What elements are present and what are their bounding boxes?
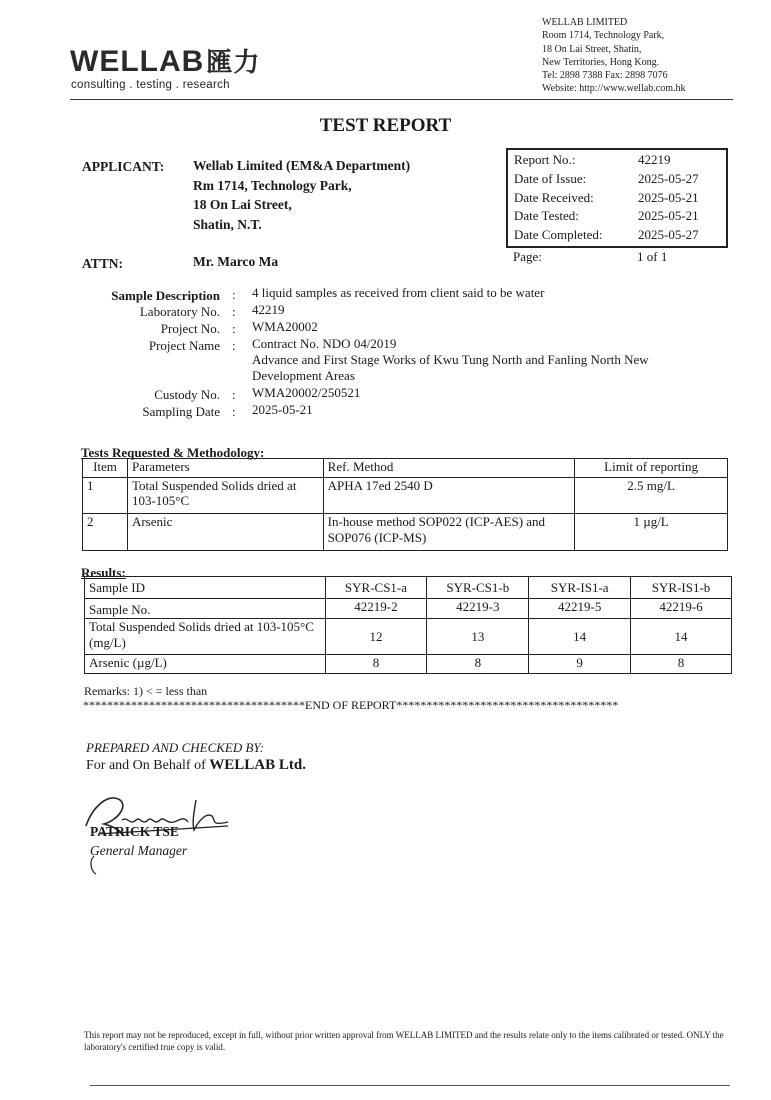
item-cell: 1 (83, 478, 128, 514)
lab-no-label: Laboratory No. (139, 304, 220, 319)
applicant-line: Shatin, N.T. (193, 216, 262, 232)
result-value: 9 (529, 655, 631, 674)
report-title: TEST REPORT (319, 115, 452, 136)
row-label: Sample No. (85, 599, 326, 619)
info-value: 2025-05-27 (638, 227, 699, 242)
page-value: 1 of 1 (637, 249, 668, 264)
lab-no-value: 42219 (252, 302, 285, 317)
company-address (542, 16, 686, 96)
project-name-label: Project Name (148, 338, 220, 353)
sample-id-cell: SYR-CS1-a (325, 577, 427, 599)
colon: : (232, 321, 236, 336)
applicant-line: Wellab Limited (EM&A Department) (193, 158, 411, 173)
project-name-line: Contract No. NDO 04/2019 (252, 336, 397, 351)
end-of-report-line: *************************************END OF REPORT************************************* (83, 698, 619, 712)
tss-row (85, 619, 732, 655)
colon: : (232, 404, 236, 419)
tests-table (82, 458, 728, 551)
sample-id-cell: SYR-IS1-b (631, 577, 732, 599)
info-value: 42219 (638, 152, 671, 167)
behalf-prefix: For and On Behalf of (86, 758, 206, 773)
arsenic-row (85, 655, 732, 674)
address-line: New Territories, Hong Kong. (542, 56, 660, 68)
info-key: Date of Issue: (514, 171, 587, 186)
signatory-title: General Manager (90, 843, 188, 858)
table-header-row (83, 459, 728, 478)
sample-no-cell: 42219-5 (529, 599, 631, 619)
logo-tagline: consulting . testing . research (71, 79, 230, 91)
parameter-cell: Arsenic (127, 514, 323, 551)
logo-text: WELLAB (70, 45, 205, 78)
project-name-line: Development Areas (252, 368, 355, 383)
row-label: Total Suspended Solids dried at 103-105°C (mg/L) (85, 619, 326, 655)
info-key: Date Tested: (514, 208, 579, 223)
address-line: 18 On Lai Street, Shatin, (542, 43, 642, 55)
attn-value: Mr. Marco Ma (193, 254, 279, 269)
colon: : (232, 287, 236, 302)
applicant-line: 18 On Lai Street, (193, 197, 292, 212)
table-row (83, 478, 728, 514)
address-line: Website: http://www.wellab.com.hk (542, 83, 686, 95)
project-no-label: Project No. (160, 321, 220, 336)
colon: : (232, 304, 236, 319)
sample-id-row (85, 577, 732, 599)
limit-cell: 1 µg/L (575, 514, 728, 551)
results-table (84, 576, 732, 674)
result-value: 14 (631, 619, 732, 655)
header-cell: Ref. Method (323, 459, 575, 478)
signatory-name: PATRICK TSE (90, 824, 179, 839)
info-key: Date Completed: (514, 227, 603, 242)
row-label: Sample ID (85, 577, 326, 599)
project-name-line: Advance and First Stage Works of Kwu Tung North and Fanling North New (252, 352, 649, 367)
address-line: Room 1714, Technology Park, (542, 30, 665, 42)
limit-cell: 2.5 mg/L (575, 478, 728, 514)
colon: : (232, 338, 236, 353)
project-no-value: WMA20002 (252, 319, 318, 334)
prepared-by-label: PREPARED AND CHECKED BY: (86, 740, 265, 755)
result-value: 12 (325, 619, 427, 655)
applicant-line: Rm 1714, Technology Park, (193, 177, 352, 193)
tests-section-title: Tests Requested & Methodology: (81, 445, 265, 460)
result-value: 8 (631, 655, 732, 674)
on-behalf-line (86, 757, 306, 774)
sample-no-cell: 42219-3 (427, 599, 529, 619)
applicant-label: APPLICANT: (82, 159, 165, 174)
method-cell: APHA 17ed 2540 D (323, 478, 575, 514)
sampling-date-label: Sampling Date (142, 404, 220, 419)
result-value: 13 (427, 619, 529, 655)
address-line: Tel: 2898 7388 Fax: 2898 7076 (542, 70, 668, 82)
table-row (83, 514, 728, 551)
colon: : (232, 387, 236, 402)
sample-no-cell: 42219-6 (631, 599, 732, 619)
footer-divider (90, 1085, 730, 1086)
info-value: 2025-05-27 (638, 171, 699, 186)
info-value: 2025-05-21 (638, 190, 699, 205)
header-cell: Limit of reporting (575, 459, 728, 478)
item-cell: 2 (83, 514, 128, 551)
behalf-company: WELLAB Ltd. (209, 757, 306, 773)
header-cell: Parameters (127, 459, 323, 478)
info-key: Report No.: (514, 152, 576, 167)
info-key: Date Received: (514, 190, 594, 205)
attn-label: ATTN: (82, 256, 124, 271)
info-value: 2025-05-21 (638, 208, 699, 223)
applicant-address (193, 156, 410, 234)
sample-no-row (85, 599, 732, 619)
header-cell: Item (83, 459, 128, 478)
result-value: 14 (529, 619, 631, 655)
result-value: 8 (427, 655, 529, 674)
sample-id-cell: SYR-CS1-b (427, 577, 529, 599)
logo-chinese: 匯力 (206, 47, 261, 77)
result-value: 8 (325, 655, 427, 674)
remarks: Remarks: 1) < = less than (84, 684, 208, 698)
report-info-box (506, 148, 728, 248)
sample-id-cell: SYR-IS1-a (529, 577, 631, 599)
row-label: Arsenic (µg/L) (85, 655, 326, 674)
parameter-cell: Total Suspended Solids dried at 103-105°C (127, 478, 323, 514)
company-logo (70, 42, 260, 79)
header-divider (70, 99, 733, 100)
custody-no-label: Custody No. (154, 387, 220, 402)
sample-description-label: Sample Description (111, 288, 220, 303)
sample-description-value: 4 liquid samples as received from client said to be water (252, 285, 545, 300)
sampling-date-value: 2025-05-21 (252, 402, 313, 417)
method-cell: In-house method SOP022 (ICP-AES) and SOP076 (ICP-MS) (323, 514, 575, 551)
page-label: Page: (513, 249, 542, 264)
results-section-title: Results: (81, 565, 126, 580)
address-line: WELLAB LIMITED (542, 17, 628, 28)
sample-no-cell: 42219-2 (325, 599, 427, 619)
footer-disclaimer: This report may not be reproduced, except in full, without prior written approval from WELLAB LIMITED and the results relate only to the items calibrated or tested. ONLY the laboratory's certified true copy is valid. (84, 1030, 724, 1052)
custody-no-value: WMA20002/250521 (252, 385, 361, 400)
